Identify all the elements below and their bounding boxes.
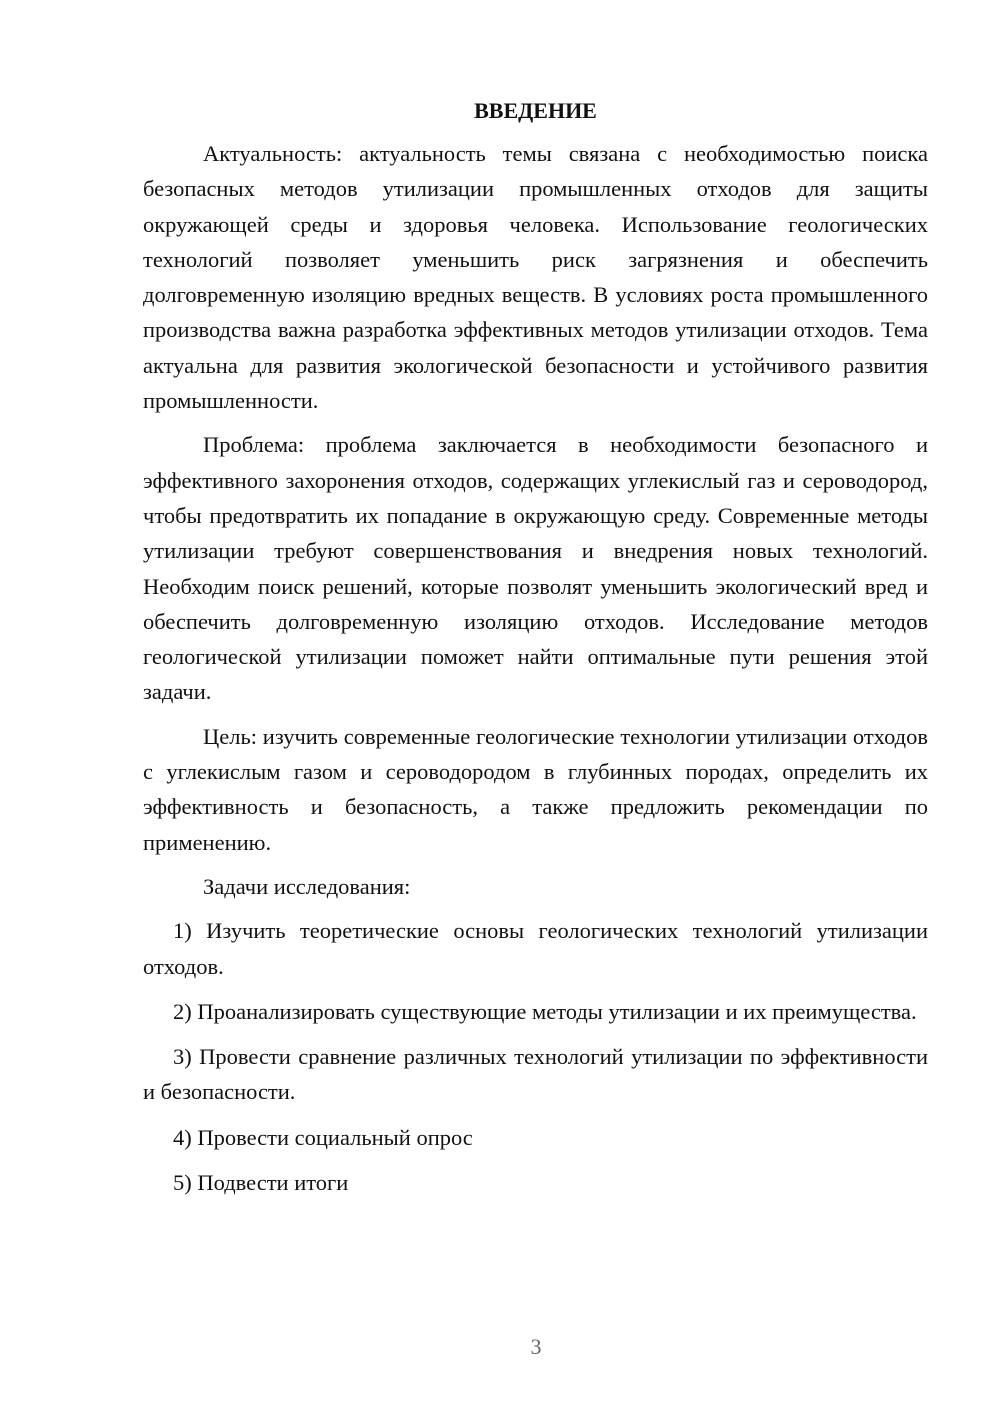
page-number: 3 [530, 1334, 542, 1359]
problem-paragraph: Проблема: проблема заключается в необходимости безопасного и эффективного захоронения отходов, содержащих углекислый газ и сероводород, чтобы предотвратить их попадание в окружающую среду. Современные методы утилизации требуют совершенствования и внедрения новых технологий. Необходим поиск решений, которые позволят уменьшить экологический вред и обеспечить долговременную изоляцию отходов. Исследование методов геологической утилизации поможет найти оптимальные пути решения этой задачи. [143, 432, 928, 705]
document-page [143, 96, 928, 1210]
tasks-list [143, 913, 928, 1200]
page-number-container [0, 1334, 1000, 1360]
list-item: 4) Провести социальный опрос [173, 1124, 473, 1150]
tasks-intro: Задачи исследования: [203, 873, 411, 899]
page-title: ВВЕДЕНИЕ [474, 98, 597, 123]
list-item: 2) Проанализировать существующие методы утилизации и их преимущества. [173, 998, 917, 1024]
relevance-paragraph: Актуальность: актуальность темы связана с необходимостью поиска безопасных методов утилизации промышленных отходов для защиты окружающей среды и здоровья человека. Использование геологических технологий позволяет уменьшить риск загрязнения и обеспечить долговременную изоляцию вредных веществ. В условиях роста промышленного производства важна разработка эффективных методов утилизации отходов. Тема актуальна для развития экологической безопасности и устойчивого развития промышленности. [143, 141, 928, 414]
goal-paragraph: Цель: изучить современные геологические технологии утилизации отходов с углекислым газом и сероводородом в глубинных породах, определить их эффективность и безопасность, а также предложить рекомендации по применению. [143, 723, 928, 855]
list-item: 5) Подвести итоги [173, 1170, 349, 1196]
list-item: 3) Провести сравнение различных технологий утилизации по эффективности и безопасности. [143, 1044, 928, 1105]
list-item: 1) Изучить теоретические основы геологических технологий утилизации отходов. [143, 918, 928, 979]
